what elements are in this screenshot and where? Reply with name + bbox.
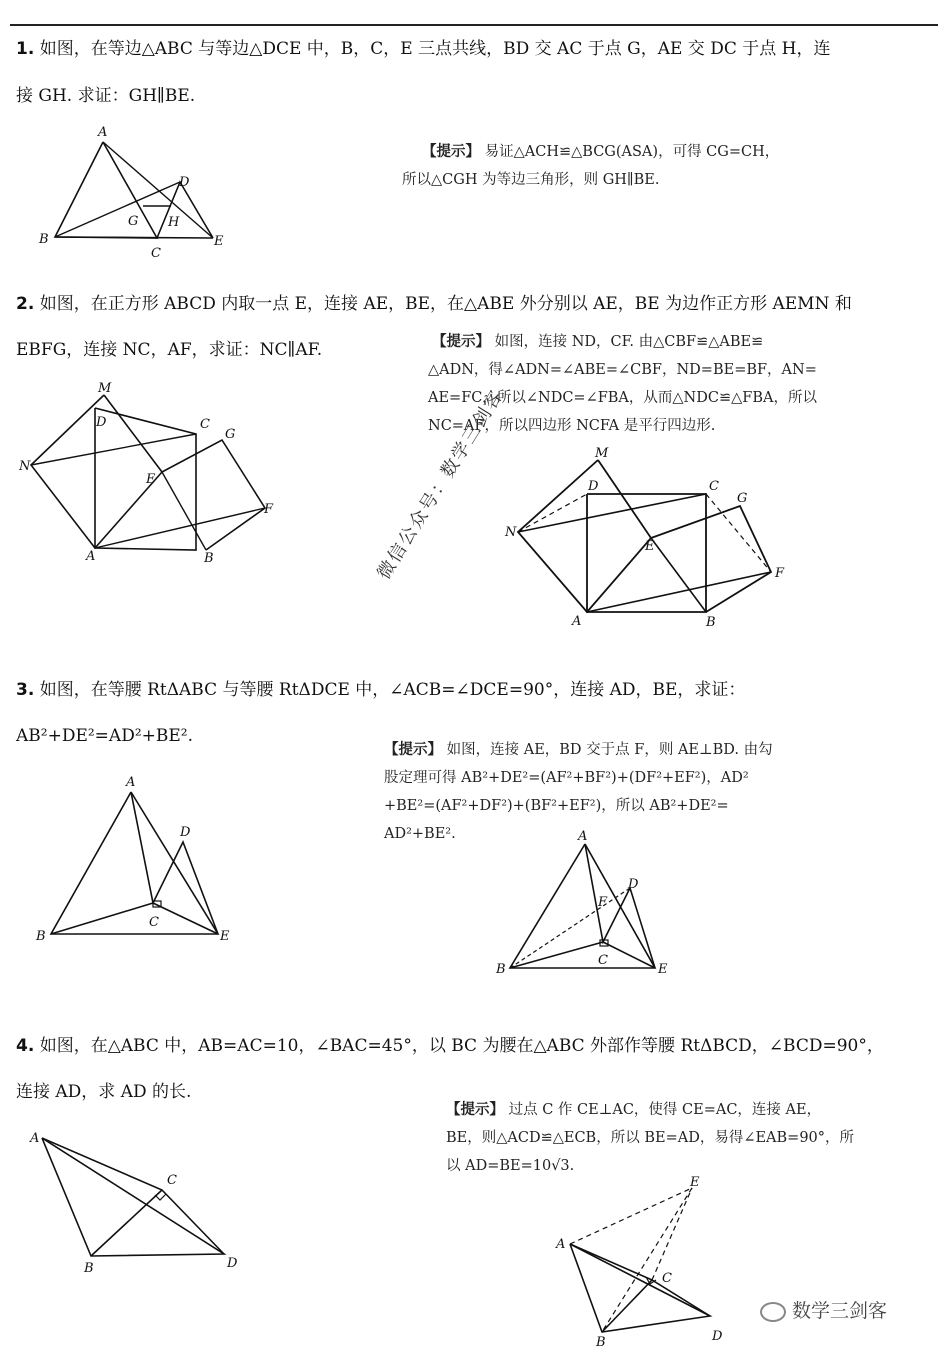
point-label-A: A [572, 614, 582, 629]
problem-3-text-2 [16, 724, 316, 748]
point-label-B: B [496, 962, 506, 977]
problem-1-hint [402, 138, 922, 194]
problem-number: 1. [16, 39, 35, 59]
point-label-E: E [220, 929, 230, 944]
problem-4-text [16, 1034, 941, 1058]
point-label-A: A [30, 1131, 40, 1146]
hint-tag: 【提示】 [384, 741, 442, 758]
point-label-C: C [167, 1173, 177, 1188]
problem-statement-line: 如图，在等腰 RtΔABC 与等腰 RtΔDCE 中，∠ACB=∠DCE=90°，连接 AD，BE，求证： [39, 680, 746, 700]
hint-tag: 【提示】 [432, 333, 490, 350]
point-label-F: F [264, 502, 274, 517]
point-label-C: C [662, 1271, 672, 1286]
point-label-D: D [179, 175, 190, 190]
point-label-G: G [128, 214, 139, 229]
problem-1-text-2 [16, 84, 916, 108]
hint-tag: 【提示】 [422, 143, 480, 160]
problem-3-figure-right [490, 830, 690, 980]
problem-statement-line: 如图，在等边△ABC 与等边△DCE 中，B，C，E 三点共线，BD 交 AC 于点 G，AE 交 DC 于点 H，连 [39, 39, 831, 59]
point-label-A: A [86, 549, 96, 564]
watermark: 微信公众号：数学三剑客 [373, 385, 508, 584]
wechat-icon [760, 1302, 786, 1322]
hint-line: AD²+BE². [384, 826, 456, 842]
point-label-C: C [709, 479, 719, 494]
problem-4-figure-left [26, 1124, 256, 1284]
hint-line: 易证△ACH≌△BCG(ASA)，可得 CG=CH， [484, 144, 780, 160]
point-label-A: A [98, 125, 108, 140]
hint-line: 所以△CGH 为等边三角形，则 GH∥BE. [402, 172, 660, 188]
problem-statement-line: EBFG，连接 NC，AF，求证：NC∥AF. [16, 340, 323, 360]
problem-number: 4. [16, 1036, 35, 1056]
point-label-D: D [96, 415, 107, 430]
problem-4-hint [446, 1096, 866, 1180]
problem-4-text-2 [16, 1080, 316, 1104]
point-label-E: E [146, 472, 156, 487]
problem-3-figure-left [30, 770, 250, 950]
point-label-M: M [98, 381, 112, 396]
point-label-A: A [126, 775, 136, 790]
point-label-D: D [712, 1329, 723, 1344]
point-label-B: B [84, 1261, 94, 1276]
point-label-M: M [595, 446, 609, 461]
problem-2-text-2 [16, 338, 436, 362]
problem-number: 2. [16, 294, 35, 314]
hint-line: 如图，连接 AE，BD 交于点 F，则 AE⊥BD. 由勾 [446, 742, 773, 758]
problem-2-figure-right [500, 440, 800, 640]
problem-statement-line: 如图，在△ABC 中，AB=AC=10，∠BAC=45°，以 BC 为腰在△ABC 外部作等腰 RtΔBCD，∠BCD=90°， [39, 1036, 884, 1056]
problem-4-figure-right [552, 1175, 752, 1350]
point-label-C: C [149, 915, 159, 930]
hint-line: 股定理可得 AB²+DE²=(AF²+BF²)+(DF²+EF²)，AD² [384, 770, 749, 786]
point-label-F: F [598, 895, 608, 910]
point-label-D: D [628, 877, 639, 892]
hint-line: BE，则△ACD≌△ECB，所以 BE=AD，易得∠EAB=90°，所 [446, 1130, 855, 1146]
problem-3-text [16, 678, 936, 702]
hint-line: NC=AF，所以四边形 NCFA 是平行四边形. [428, 418, 716, 434]
problem-statement-line: 接 GH. 求证：GH∥BE. [16, 86, 196, 106]
point-label-F: F [775, 566, 785, 581]
point-label-B: B [706, 615, 716, 630]
point-label-A: A [578, 829, 588, 844]
problem-1-figure [30, 120, 230, 260]
point-label-G: G [225, 427, 236, 442]
problem-1-text [16, 37, 936, 61]
point-label-H: H [168, 215, 180, 230]
point-label-D: D [227, 1256, 238, 1271]
hint-line: AE=FC，所以∠NDC=∠FBA，从而△NDC≌△FBA，所以 [428, 390, 817, 406]
point-label-N: N [19, 459, 31, 474]
hint-tag: 【提示】 [446, 1101, 504, 1118]
point-label-D: D [180, 825, 191, 840]
point-label-B: B [36, 929, 46, 944]
problem-2-figure-left [14, 380, 304, 570]
brand-footer [760, 1296, 887, 1323]
point-label-B: B [39, 232, 49, 247]
point-label-B: B [596, 1335, 606, 1350]
point-label-B: B [204, 551, 214, 566]
hint-line: +BE²=(AF²+DF²)+(BF²+EF²)，所以 AB²+DE²= [384, 798, 729, 814]
hint-line: △ADN，得∠ADN=∠ABE=∠CBF，ND=BE=BF，AN= [428, 362, 817, 378]
hint-line: 过点 C 作 CE⊥AC，使得 CE=AC，连接 AE， [508, 1102, 822, 1118]
point-label-A: A [556, 1237, 566, 1252]
point-label-E: E [214, 234, 224, 249]
problem-number: 3. [16, 680, 35, 700]
hint-line: 以 AD=BE=10√3. [446, 1158, 575, 1174]
point-label-G: G [737, 491, 748, 506]
problem-2-text [16, 292, 936, 316]
point-label-E: E [690, 1175, 700, 1190]
point-label-C: C [200, 417, 210, 432]
point-label-E: E [658, 962, 668, 977]
problem-statement-line: 连接 AD，求 AD 的长. [16, 1082, 192, 1102]
point-label-E: E [645, 539, 655, 554]
point-label-C: C [151, 246, 161, 261]
point-label-C: C [598, 953, 608, 968]
point-label-N: N [505, 525, 517, 540]
problem-statement-line: 如图，在正方形 ABCD 内取一点 E，连接 AE，BE，在△ABE 外分别以 AE，BE 为边作正方形 AEMN 和 [39, 294, 852, 314]
point-label-D: D [588, 479, 599, 494]
problem-statement-line: AB²+DE²=AD²+BE². [16, 726, 194, 746]
top-rule [10, 24, 938, 26]
hint-line: 如图，连接 ND，CF. 由△CBF≌△ABE≌ [494, 334, 764, 350]
brand-name: 数学三剑客 [792, 1300, 888, 1322]
